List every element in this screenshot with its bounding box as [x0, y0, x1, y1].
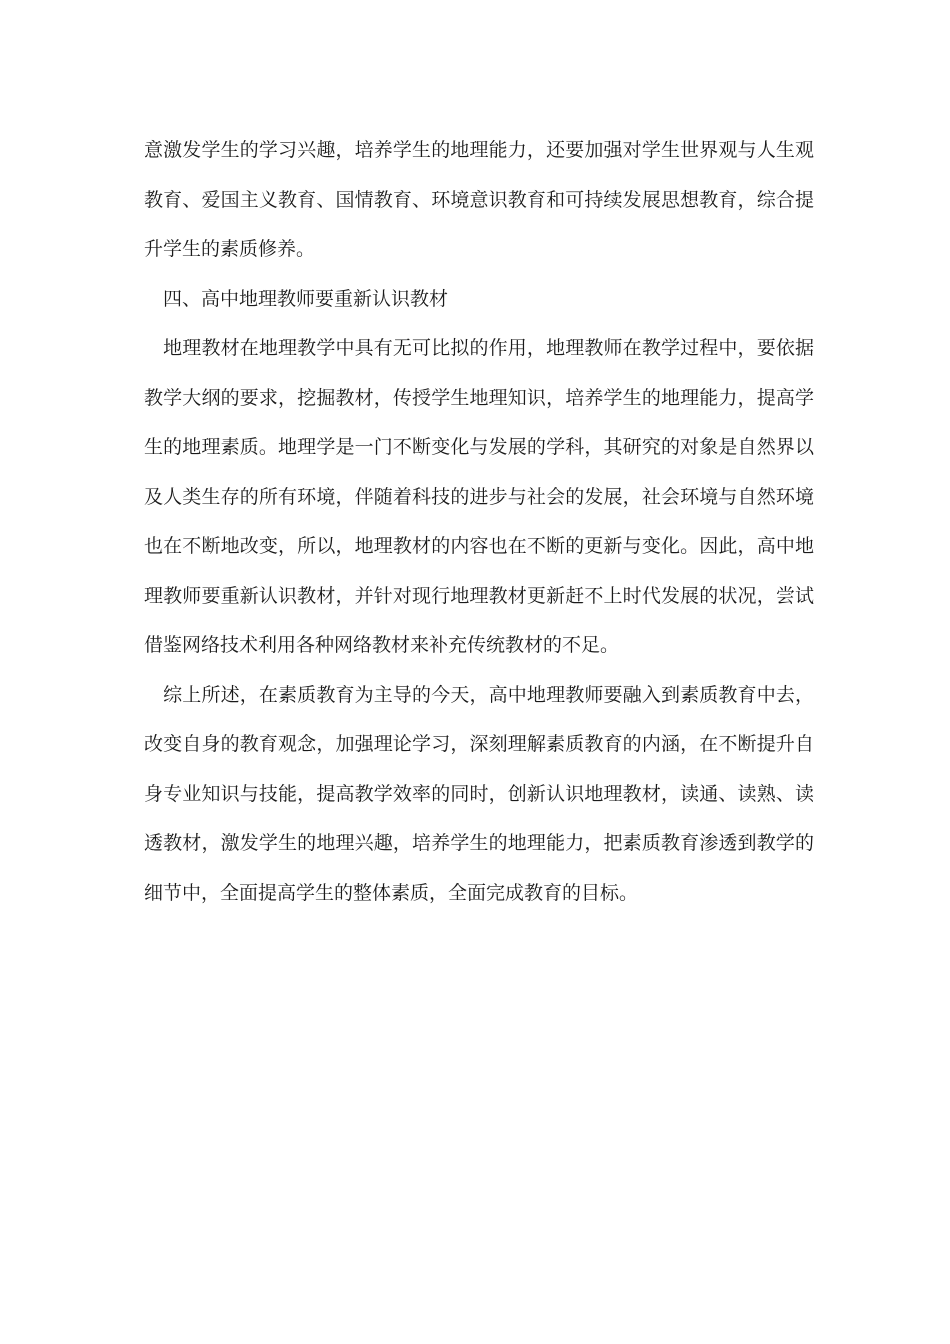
document-body — [144, 126, 814, 918]
paragraph-textbooks: 地理教材在地理教学中具有无可比拟的作用，地理教师在教学过程中，要依据教学大纲的要求，挖掘教材，传授学生地理知识，培养学生的地理能力，提高学生的地理素质。地理学是一门不断变化与发展的学科，其研究的对象是自然界以及人类生存的所有环境，伴随着科技的进步与社会的发展，社会环境与自然环境也在不断地改变，所以，地理教材的内容也在不断的更新与变化。因此，高中地理教师要重新认识教材，并针对现行地理教材更新赶不上时代发展的状况，尝试借鉴网络技术利用各种网络教材来补充传统教材的不足。 — [144, 337, 814, 656]
section-heading: 四、高中地理教师要重新认识教材 — [144, 287, 449, 310]
paragraph-continuation: 意激发学生的学习兴趣，培养学生的地理能力，还要加强对学生世界观与人生观教育、爱国主义教育、国情教育、环境意识教育和可持续发展思想教育，综合提升学生的素质修养。 — [144, 139, 814, 260]
paragraph-conclusion: 综上所述，在素质教育为主导的今天，高中地理教师要融入到素质教育中去，改变自身的教育观念，加强理论学习，深刻理解素质教育的内涵，在不断提升自身专业知识与技能，提高教学效率的同时，创新认识地理教材，读通、读熟、读透教材，激发学生的地理兴趣，培养学生的地理能力，把素质教育渗透到教学的细节中，全面提高学生的整体素质，全面完成教育的目标。 — [144, 683, 814, 904]
